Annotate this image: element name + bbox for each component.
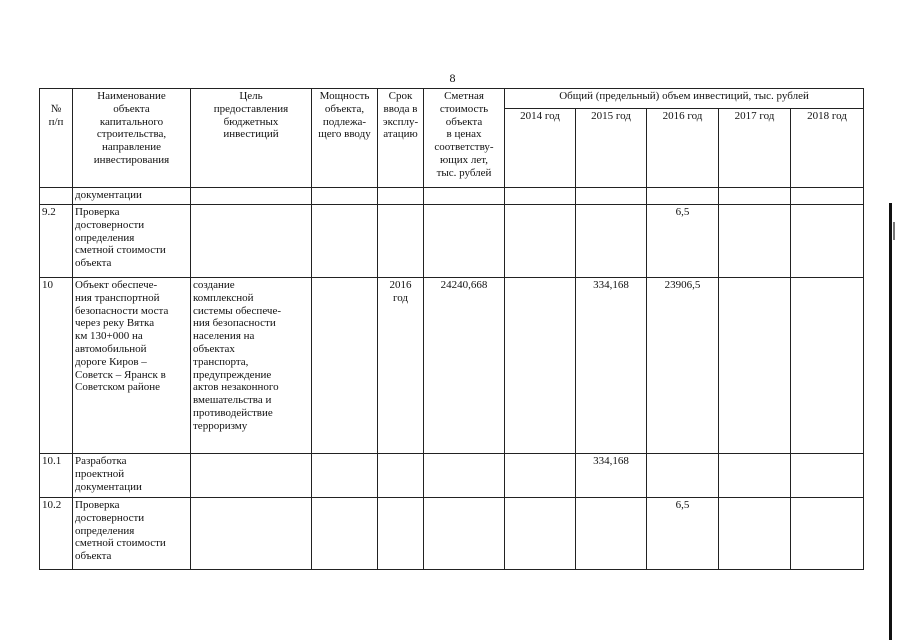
row-term bbox=[378, 498, 424, 570]
value-2015 bbox=[576, 498, 647, 570]
row-estimate: 24240,668 bbox=[424, 278, 505, 454]
header-row bbox=[40, 89, 864, 109]
row-capacity bbox=[312, 188, 378, 205]
row-name: Проверка достоверности определения сметной стоимости объекта bbox=[73, 498, 191, 570]
year-2014-header: 2014 год bbox=[505, 109, 576, 188]
value-2015: 334,168 bbox=[576, 278, 647, 454]
row-capacity bbox=[312, 498, 378, 570]
row-name: Разработка проектной документации bbox=[73, 454, 191, 498]
value-2017 bbox=[719, 454, 791, 498]
table-row bbox=[40, 498, 864, 570]
investment-table bbox=[39, 88, 864, 570]
row-estimate bbox=[424, 205, 505, 278]
row-name: Проверка достоверности определения сметной стоимости объекта bbox=[73, 205, 191, 278]
year-2015-header: 2015 год bbox=[576, 109, 647, 188]
row-estimate bbox=[424, 498, 505, 570]
row-num: 9.2 bbox=[40, 205, 73, 278]
col-name-header: Наименование объекта капитального строительства, направление инвестирования bbox=[73, 89, 191, 188]
row-goal bbox=[191, 188, 312, 205]
value-2016: 6,5 bbox=[647, 498, 719, 570]
row-estimate bbox=[424, 188, 505, 205]
row-num: 10 bbox=[40, 278, 73, 454]
year-2016-header: 2016 год bbox=[647, 109, 719, 188]
value-2016: 6,5 bbox=[647, 205, 719, 278]
value-2017 bbox=[719, 205, 791, 278]
row-term bbox=[378, 188, 424, 205]
value-2018 bbox=[791, 188, 864, 205]
row-capacity bbox=[312, 278, 378, 454]
col-capacity-header: Мощность объекта, подлежа- щего вводу bbox=[312, 89, 378, 188]
value-2016: 23906,5 bbox=[647, 278, 719, 454]
value-2018 bbox=[791, 205, 864, 278]
row-term: 2016 год bbox=[378, 278, 424, 454]
value-2017 bbox=[719, 498, 791, 570]
value-2017 bbox=[719, 188, 791, 205]
value-2018 bbox=[791, 278, 864, 454]
value-2014 bbox=[505, 454, 576, 498]
row-goal: создание комплексной системы обеспече- ния безопасности населения на объектах транспорта, предупреждение актов незаконного вмешательства и противодействие терроризму bbox=[191, 278, 312, 454]
table-row bbox=[40, 188, 864, 205]
row-num: 10.2 bbox=[40, 498, 73, 570]
value-2014 bbox=[505, 205, 576, 278]
col-total-header: Общий (предельный) объем инвестиций, тыс. рублей bbox=[505, 89, 864, 109]
row-capacity bbox=[312, 205, 378, 278]
value-2014 bbox=[505, 188, 576, 205]
value-2015 bbox=[576, 205, 647, 278]
row-term bbox=[378, 205, 424, 278]
value-2015: 334,168 bbox=[576, 454, 647, 498]
value-2014 bbox=[505, 498, 576, 570]
col-num-header: № п/п bbox=[40, 89, 73, 188]
page-number: 8 bbox=[449, 71, 456, 85]
col-goal-header: Цель предоставления бюджетных инвестиций bbox=[191, 89, 312, 188]
value-2015 bbox=[576, 188, 647, 205]
table-row bbox=[40, 205, 864, 278]
value-2016 bbox=[647, 188, 719, 205]
year-2017-header: 2017 год bbox=[719, 109, 791, 188]
row-name: документации bbox=[73, 188, 191, 205]
row-num: 10.1 bbox=[40, 454, 73, 498]
year-2018-header: 2018 год bbox=[791, 109, 864, 188]
col-estimate-header: Сметная стоимость объекта в ценах соответству- ющих лет, тыс. рублей bbox=[424, 89, 505, 188]
value-2014 bbox=[505, 278, 576, 454]
row-num bbox=[40, 188, 73, 205]
scan-edge-line bbox=[889, 203, 892, 640]
row-capacity bbox=[312, 454, 378, 498]
value-2018 bbox=[791, 498, 864, 570]
row-goal bbox=[191, 454, 312, 498]
row-term bbox=[378, 454, 424, 498]
table-row bbox=[40, 454, 864, 498]
col-term-header: Срок ввода в эксплу- атацию bbox=[378, 89, 424, 188]
scan-artifact bbox=[893, 222, 895, 240]
value-2018 bbox=[791, 454, 864, 498]
value-2017 bbox=[719, 278, 791, 454]
value-2016 bbox=[647, 454, 719, 498]
table-row bbox=[40, 278, 864, 454]
row-goal bbox=[191, 498, 312, 570]
row-estimate bbox=[424, 454, 505, 498]
row-name: Объект обеспече- ния транспортной безопасности моста через реку Вятка км 130+000 на автомобильной дороге Киров – Советск – Яранск в Советском районе bbox=[73, 278, 191, 454]
row-goal bbox=[191, 205, 312, 278]
